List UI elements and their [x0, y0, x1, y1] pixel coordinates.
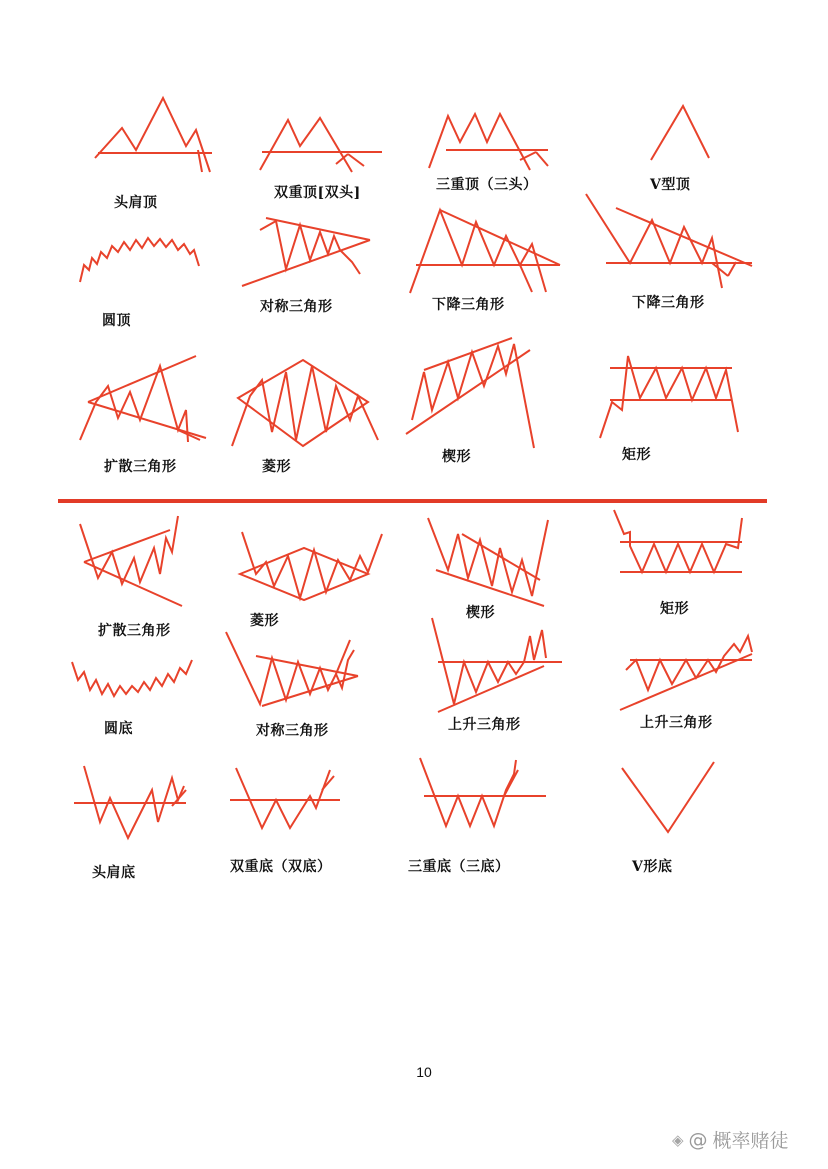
ascending-triangle-1-diagram — [432, 618, 562, 712]
rounded-bottom-diagram — [72, 660, 192, 696]
label-diamond-bottom: 菱形 — [250, 613, 279, 629]
rectangle-bottom-diagram — [614, 510, 742, 572]
label-broadening-triangle-top: 扩散三角形 — [104, 459, 177, 475]
label-head-shoulders-top: 头肩顶 — [114, 195, 158, 211]
diamond-bottom-diagram — [240, 532, 382, 600]
label-descending-triangle-1: 下降三角形 — [432, 297, 505, 313]
broadening-triangle-bottom-diagram — [80, 516, 182, 606]
label-diamond-top: 菱形 — [262, 459, 291, 475]
label-wedge-top: 楔形 — [442, 449, 471, 465]
label-v-bottom: V形底 — [632, 859, 673, 875]
label-broadening-triangle-bottom: 扩散三角形 — [98, 623, 171, 639]
label-v-top: V型顶 — [650, 177, 691, 193]
watermark-text: 概率赌徒 — [712, 1130, 789, 1152]
double-top-diagram — [260, 118, 382, 172]
v-top-diagram — [651, 106, 709, 160]
watermark-at: @ — [688, 1128, 708, 1151]
label-triple-top: 三重顶（三头） — [436, 177, 538, 193]
label-head-shoulders-bottom: 头肩底 — [92, 865, 136, 881]
descending-triangle-2-diagram — [586, 194, 752, 288]
triple-top-diagram — [429, 114, 548, 170]
label-descending-triangle-2: 下降三角形 — [632, 295, 705, 311]
label-symmetric-triangle-bottom: 对称三角形 — [256, 723, 329, 739]
symmetric-triangle-diagram — [242, 218, 370, 286]
diamond-logo-icon: ◈ — [672, 1130, 684, 1149]
watermark — [672, 1126, 789, 1153]
rounded-top-diagram — [80, 238, 199, 282]
triple-bottom-diagram — [420, 758, 546, 826]
v-bottom-diagram — [622, 762, 714, 832]
label-rectangle-bottom: 矩形 — [660, 601, 689, 617]
head-shoulders-bottom-diagram — [74, 766, 186, 838]
label-rounded-bottom: 圆底 — [104, 721, 133, 737]
label-ascending-triangle-1: 上升三角形 — [448, 717, 521, 733]
page-number: 10 — [416, 1064, 432, 1080]
head-shoulders-top-diagram — [95, 98, 212, 172]
descending-triangle-1-diagram — [410, 210, 560, 293]
label-wedge-bottom: 楔形 — [466, 605, 495, 621]
double-bottom-diagram — [230, 768, 340, 828]
symmetric-triangle-bottom-diagram — [226, 632, 358, 706]
wedge-top-diagram — [406, 338, 534, 448]
wedge-bottom-diagram — [428, 518, 548, 606]
label-ascending-triangle-2: 上升三角形 — [640, 715, 713, 731]
rectangle-top-diagram — [600, 356, 738, 438]
label-rounded-top: 圆顶 — [102, 313, 131, 329]
broadening-triangle-top-diagram — [80, 356, 206, 442]
ascending-triangle-2-diagram — [620, 636, 752, 710]
diamond-top-diagram — [232, 360, 378, 446]
label-double-top: 双重顶[双头] — [274, 185, 361, 201]
label-triple-bottom: 三重底（三底） — [408, 859, 510, 875]
label-double-bottom: 双重底（双底） — [230, 859, 332, 875]
label-rectangle-top: 矩形 — [622, 447, 651, 463]
label-symmetric-triangle-top: 对称三角形 — [260, 299, 333, 315]
